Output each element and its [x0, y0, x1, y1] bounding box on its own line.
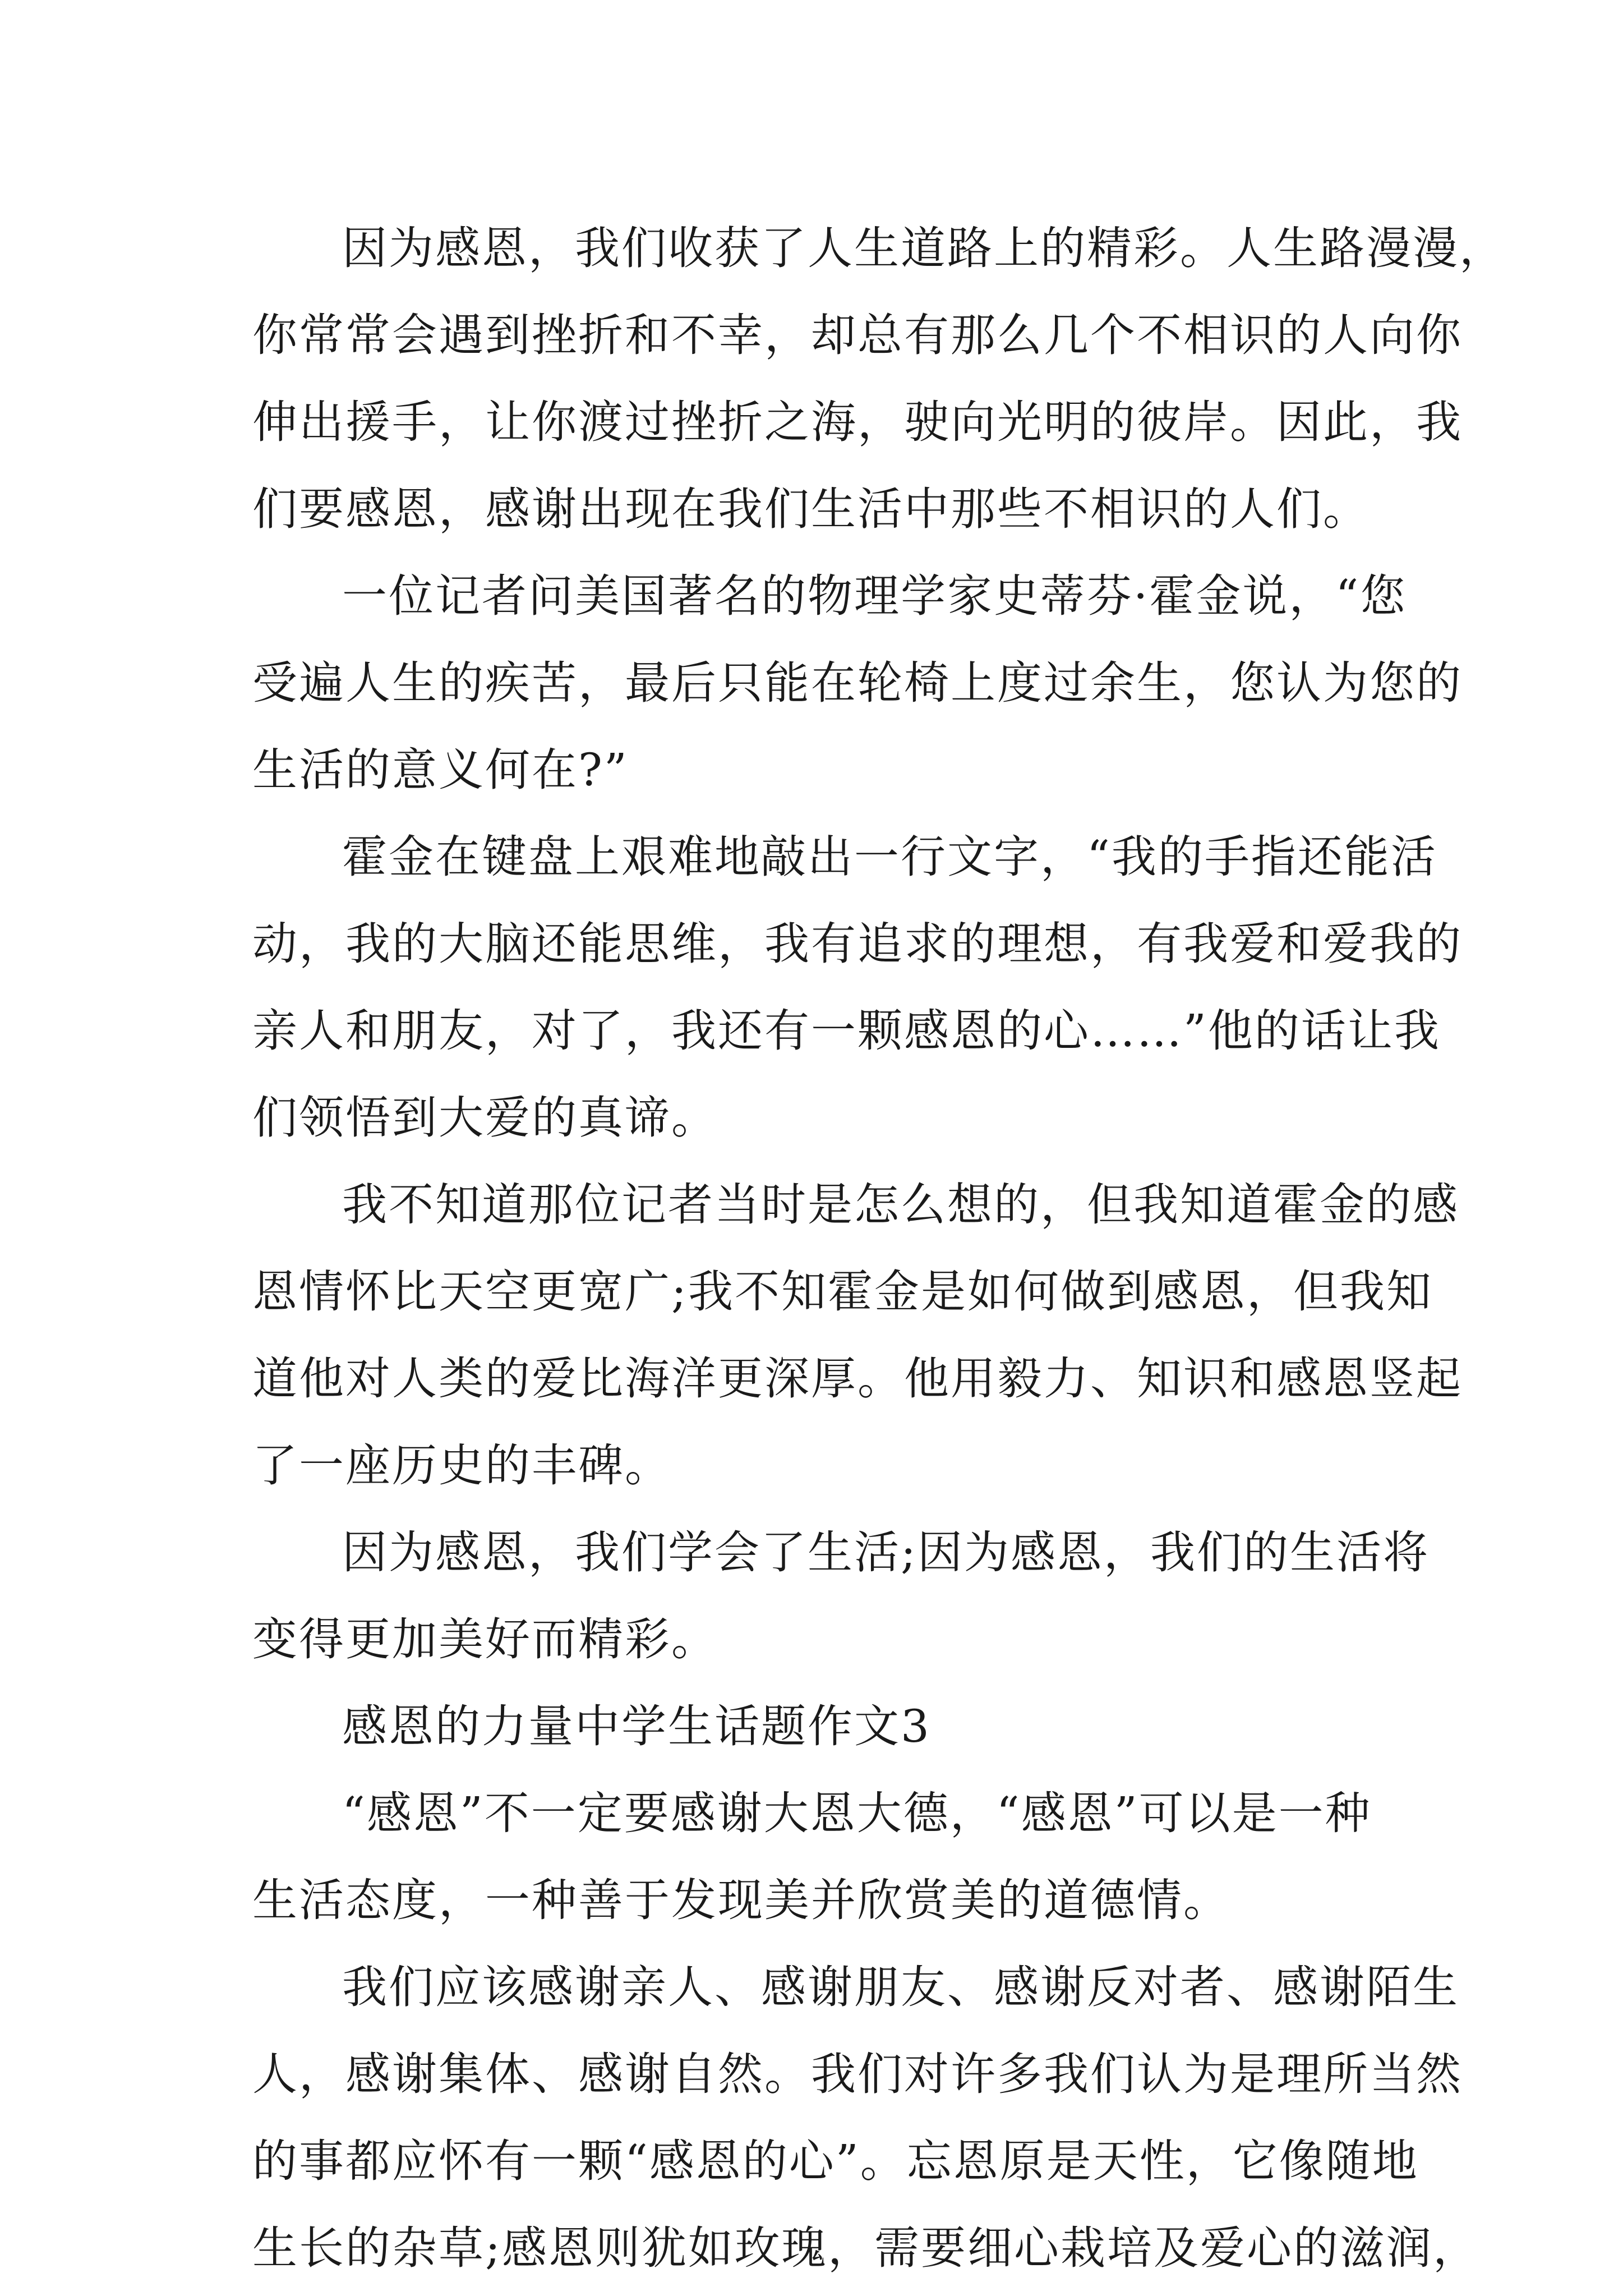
text-line: 恩情怀比天空更宽广;我不知霍金是如何做到感恩，但我知: [252, 1266, 1433, 1318]
text-line: 们领悟到大爱的真谛。: [252, 1092, 718, 1144]
text-line: 我不知道那位记者当时是怎么想的，但我知道霍金的感: [342, 1179, 1459, 1231]
text-line: “感恩”不一定要感谢大恩大德，“感恩”可以是一种: [342, 1787, 1372, 1839]
text-line: 因为感恩，我们学会了生活;因为感恩，我们的生活将: [342, 1526, 1430, 1579]
text-line: 一位记者问美国著名的物理学家史蒂芬·霍金说，“您: [342, 570, 1407, 622]
text-line: 你常常会遇到挫折和不幸，却总有那么几个不相识的人向你: [252, 309, 1463, 361]
text-line: 动，我的大脑还能思维，我有追求的理想，有我爱和爱我的: [252, 918, 1463, 970]
text-line: 变得更加美好而精彩。: [252, 1613, 718, 1665]
text-line: 了一座历史的丰碑。: [252, 1439, 671, 1492]
text-line: 霍金在键盘上艰难地敲出一行文字，“我的手指还能活: [342, 831, 1437, 883]
text-line: 人，感谢集体、感谢自然。我们对许多我们认为是理所当然: [252, 2048, 1463, 2100]
text-line: 我们应该感谢亲人、感谢朋友、感谢反对者、感谢陌生: [342, 1961, 1459, 2013]
text-line: 因为感恩，我们收获了人生道路上的精彩。人生路漫漫，: [342, 222, 1506, 274]
text-line: 生长的杂草;感恩则犹如玫瑰，需要细心栽培及爱心的滋润，: [252, 2222, 1479, 2274]
text-line: 的事都应怀有一颗“感恩的心”。忘恩原是天性，它像随地: [252, 2135, 1419, 2187]
text-line: 伸出援手，让你渡过挫折之海，驶向光明的彼岸。因此，我: [252, 396, 1463, 448]
document-body: [252, 205, 1506, 2292]
text-line: 生活态度，一种善于发现美并欣赏美的道德情。: [252, 1874, 1230, 1926]
text-line: 亲人和朋友，对了，我还有一颗感恩的心……”他的话让我: [252, 1005, 1441, 1057]
text-line: 道他对人类的爱比海洋更深厚。他用毅力、知识和感恩竖起: [252, 1352, 1463, 1405]
text-line: 生活的意义何在?”: [252, 744, 629, 796]
text-line: 们要感恩，感谢出现在我们生活中那些不相识的人们。: [252, 483, 1370, 535]
section-title: 感恩的力量中学生话题作文3: [342, 1700, 931, 1752]
text-line: 受遍人生的疾苦，最后只能在轮椅上度过余生，您认为您的: [252, 657, 1463, 709]
